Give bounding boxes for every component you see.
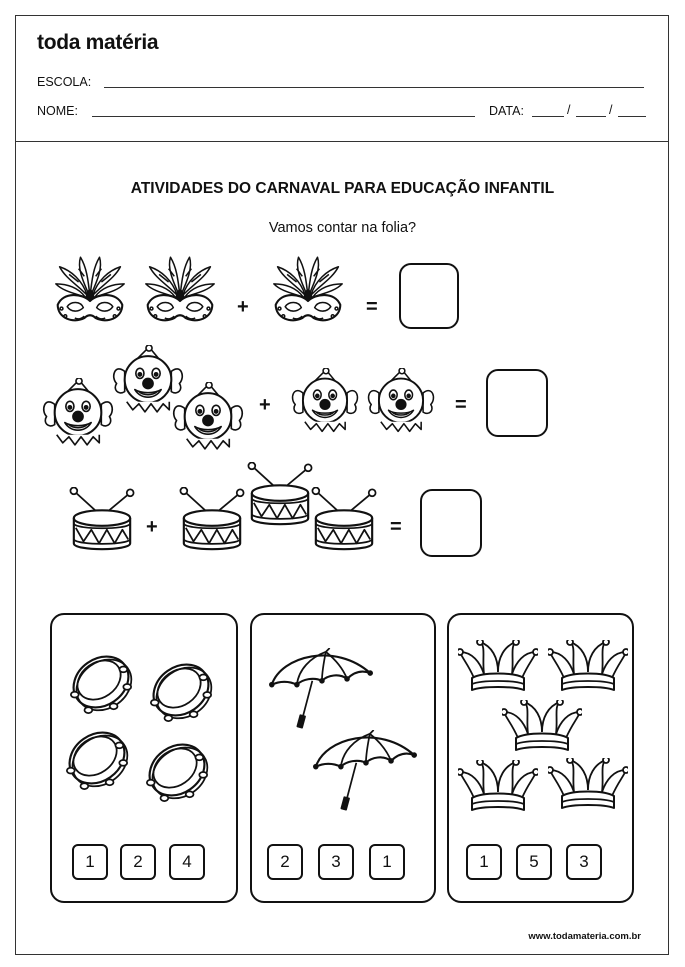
clown-face-icon [42,378,114,454]
answer-option[interactable]: 5 [516,844,552,880]
brand-logo: toda matéria [37,31,159,54]
drum-icon [310,487,378,555]
name-field[interactable] [92,116,475,117]
answer-option[interactable]: 3 [318,844,354,880]
date-month-field[interactable] [576,116,606,117]
carnival-mask-icon [142,255,218,327]
carnival-mask-icon [270,255,346,327]
date-label: DATA: [489,104,524,118]
answer-option[interactable]: 1 [369,844,405,880]
clown-face-icon [172,382,244,458]
tambourine-icon [62,724,132,792]
page-subtitle: Vamos contar na folia? [268,220,417,236]
date-separator: / [609,103,613,117]
equals-sign: = [390,516,402,538]
footer-url: www.todamateria.com.br [528,931,641,942]
carnival-mask-icon [52,255,128,327]
plus-sign: + [237,296,249,318]
clown-face-icon [290,368,360,440]
school-field[interactable] [104,87,644,88]
answer-option[interactable]: 1 [72,844,108,880]
answer-option[interactable]: 2 [120,844,156,880]
jester-hat-icon [502,700,582,755]
date-day-field[interactable] [532,116,564,117]
drum-icon [246,462,314,530]
date-separator: / [567,103,571,117]
jester-hat-icon [548,758,628,813]
clown-face-icon [366,368,436,440]
tambourine-icon [66,648,136,716]
header-separator [15,141,669,142]
jester-hat-icon [458,760,538,815]
equals-sign: = [455,394,467,416]
answer-option[interactable]: 3 [566,844,602,880]
jester-hat-icon [458,640,538,695]
plus-sign: + [259,394,271,416]
drum-icon [68,487,136,555]
date-year-field[interactable] [618,116,646,117]
drum-icon [178,487,246,555]
answer-box[interactable] [420,489,482,557]
answer-option[interactable]: 2 [267,844,303,880]
answer-option[interactable]: 4 [169,844,205,880]
tambourine-icon [142,736,212,804]
umbrella-icon [310,730,420,812]
name-label: NOME: [37,104,78,118]
umbrella-icon [266,648,376,730]
school-label: ESCOLA: [37,75,92,89]
jester-hat-icon [548,640,628,695]
answer-box[interactable] [486,369,548,437]
answer-box[interactable] [399,263,459,329]
tambourine-icon [146,656,216,724]
page-title: ATIVIDADES DO CARNAVAL PARA EDUCAÇÃO INFANTIL [130,180,555,197]
equals-sign: = [366,296,378,318]
answer-option[interactable]: 1 [466,844,502,880]
plus-sign: + [146,516,158,538]
